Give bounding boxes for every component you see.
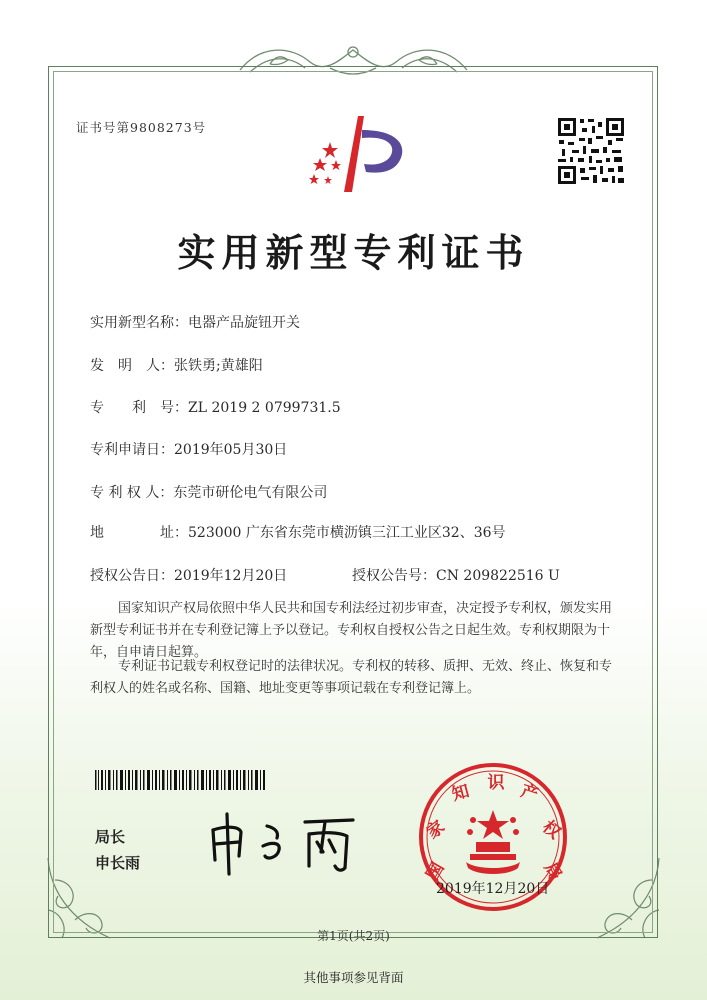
utility-model-name-label: 实用新型名称：	[90, 315, 188, 331]
svg-text:识: 识	[487, 773, 505, 793]
svg-text:国: 国	[422, 859, 449, 884]
inventor-label: 发 明 人：	[90, 358, 174, 374]
certificate-number: 证书号第9808273号	[76, 120, 207, 135]
grant-announcement-no-label: 授权公告号：	[352, 568, 436, 584]
grant-announcement-date-label: 授权公告日：	[90, 568, 174, 584]
footer-note: 其他事项参见背面	[303, 970, 404, 985]
svg-text:产: 产	[518, 781, 541, 806]
barcode	[95, 770, 265, 790]
page-number: 第1页(共2页)	[317, 929, 390, 943]
grant-announcement-date-value: 2019年12月20日	[174, 568, 288, 584]
legal-paragraph-2: 专利证书记载专利权登记时的法律状况。专利权的转移、质押、无效、终止、恢复和专利权人的姓名或名称、国籍、地址变更等事项记载在专利登记簿上。	[90, 659, 613, 696]
patentee-row	[90, 482, 327, 502]
cnipa-logo	[300, 112, 410, 194]
director-signature	[205, 808, 360, 878]
legal-paragraph-1: 国家知识产权局依照中华人民共和国专利法经过初步审查，决定授予专利权，颁发实用新型专利证书并在专利登记簿上予以登记。专利权自授权公告之日起生效。专利权期限为十年，自申请日起算。	[90, 601, 613, 660]
application-date-row	[90, 439, 287, 459]
qr-code	[556, 116, 626, 186]
inventor-value: 张铁勇;黄雄阳	[174, 358, 263, 374]
utility-model-name-row	[90, 312, 300, 332]
address-value: 523000 广东省东莞市横沥镇三江工业区32、36号	[188, 525, 506, 541]
address-label: 地 址：	[90, 525, 188, 541]
grant-announcement-no-value: CN 209822516 U	[436, 568, 560, 584]
patent-no-row	[90, 397, 341, 417]
director-name: 申长雨	[95, 854, 141, 872]
svg-text:知: 知	[449, 781, 472, 806]
utility-model-name-value: 电器产品旋钮开关	[188, 315, 300, 331]
certificate-title: 实用新型专利证书	[177, 230, 530, 275]
seal-date: 2019年12月20日	[436, 881, 550, 897]
address-row	[90, 522, 506, 542]
patent-no-label: 专 利 号：	[90, 400, 188, 416]
patent-no-value: ZL 2019 2 0799731.5	[188, 400, 341, 416]
inventor-row	[90, 355, 263, 375]
grant-announcement-date-row	[90, 565, 287, 585]
director-title: 局长	[95, 828, 126, 846]
application-date-label: 专利申请日：	[90, 442, 174, 458]
svg-text:权: 权	[538, 817, 565, 844]
svg-text:局: 局	[539, 859, 566, 884]
application-date-value: 2019年05月30日	[174, 442, 288, 458]
patentee-value: 东莞市研伦电气有限公司	[173, 485, 328, 501]
svg-text:家: 家	[423, 816, 449, 844]
patentee-label: 专 利 权 人：	[90, 485, 174, 501]
grant-announcement-no-row	[352, 565, 560, 585]
